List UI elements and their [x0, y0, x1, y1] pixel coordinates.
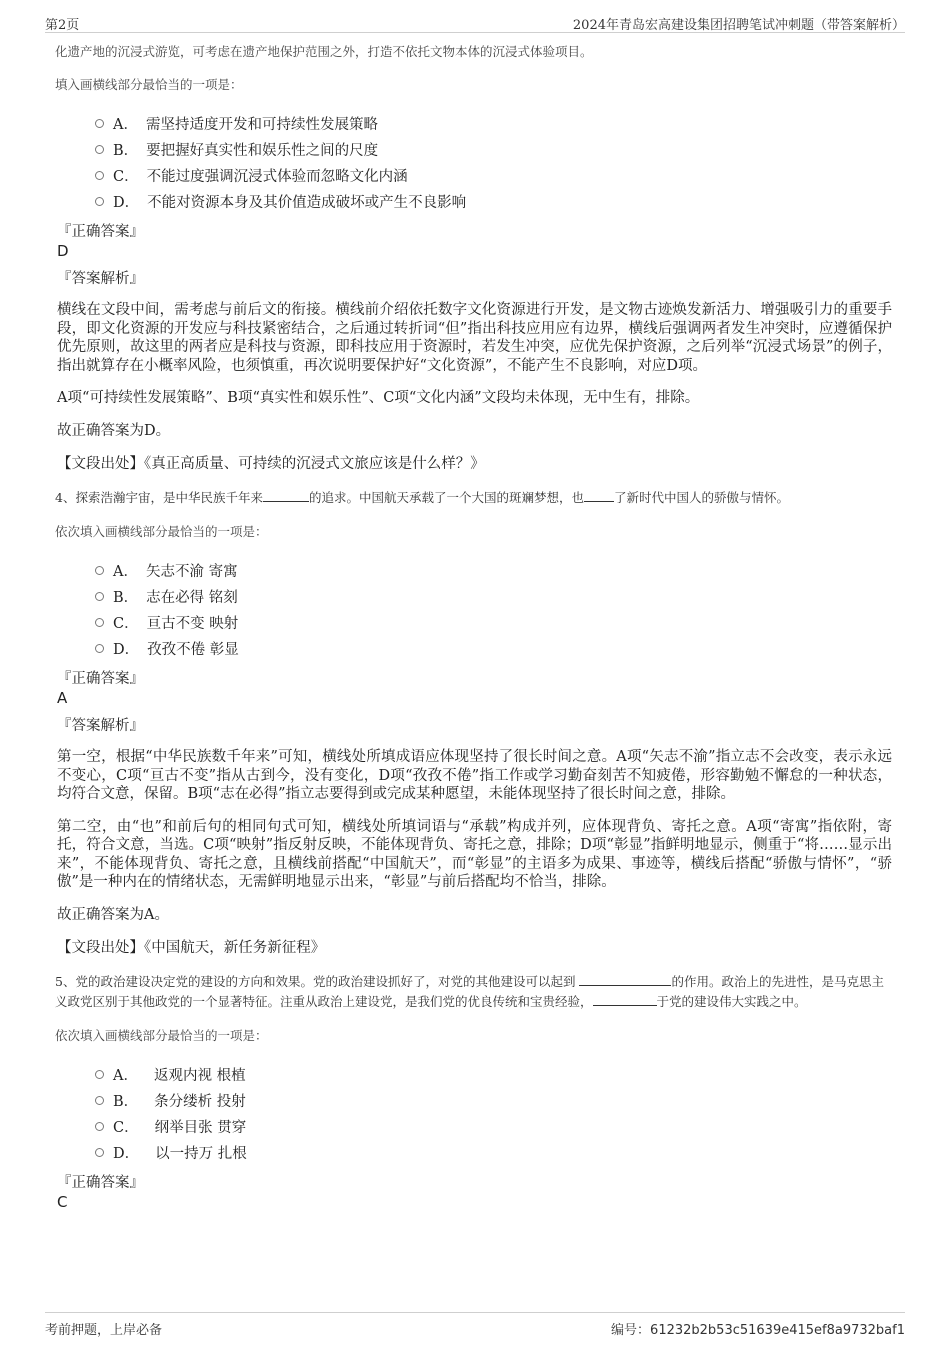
- radio-icon[interactable]: [95, 171, 104, 180]
- document-title: 2024年青岛宏高建设集团招聘笔试冲刺题（带答案解析）: [572, 18, 905, 33]
- q4-option-a[interactable]: A． 矢志不渝 寄寓: [95, 557, 892, 583]
- q4-analysis-label: 『答案解析』: [57, 718, 144, 734]
- q3-answer-label: 『正确答案』: [57, 224, 144, 240]
- q4-options: [95, 557, 892, 661]
- q3-prompt: 填入画横线部分最恰当的一项是：: [55, 77, 243, 92]
- q4-answer-label: 『正确答案』: [57, 671, 144, 687]
- fill-blank: [593, 992, 657, 1006]
- radio-icon[interactable]: [95, 119, 104, 128]
- q5-prompt: 依次填入画横线部分最恰当的一项是：: [55, 1028, 268, 1043]
- q3-options: [95, 110, 892, 214]
- q3-option-b[interactable]: B． 要把握好真实性和娱乐性之间的尺度: [95, 136, 892, 162]
- q5-stem: 5、党的政治建设决定党的建设的方向和效果。党的政治建设抓好了，对党的其他建设可以起到 的作用。政治上的先进性，是马克思主义政党区别于其他政党的一个显著特征。注重从政治上建设党，是我们党的优良传统和宝贵经验， 于党的建设伟大实践之中。: [55, 974, 884, 1009]
- q4-option-c[interactable]: C． 亘古不变 映射: [95, 609, 892, 635]
- page-header: [45, 10, 905, 33]
- q3-source: 【文段出处】《真正高质量、可持续的沉浸式文旅应该是什么样？》: [57, 456, 485, 472]
- radio-icon[interactable]: [95, 1148, 104, 1157]
- radio-icon[interactable]: [95, 1096, 104, 1105]
- q5-option-b[interactable]: B． 条分缕析 投射: [95, 1087, 892, 1113]
- radio-icon[interactable]: [95, 592, 104, 601]
- q5-option-d[interactable]: D． 以一持万 扎根: [95, 1139, 892, 1165]
- q4-analysis-paragraph: 第一空，根据“中华民族数千年来”可知，横线处所填成语应体现坚持了很长时间之意。A项“矢志不渝”指立志不会改变，表示永远不变心，C项“亘古不变”指从古到今，没有变化，D项“孜孜不倦”指工作或学习勤奋刻苦不知疲倦，形容勤勉不懈怠的一种状态，均符合文意，保留。B项“志在必得”指立志要得到或完成某种愿望，未能体现坚持了很长时间之意，排除。: [57, 749, 892, 802]
- q4-prompt: 依次填入画横线部分最恰当的一项是：: [55, 524, 268, 539]
- document-id: 编号：61232b2b53c51639e415ef8a9732baf1: [611, 1323, 905, 1338]
- page-footer: [45, 1312, 905, 1337]
- radio-icon[interactable]: [95, 1122, 104, 1131]
- q3-analysis-paragraph: 故正确答案为D。: [57, 422, 171, 439]
- q5-answer: C: [57, 1193, 68, 1211]
- radio-icon[interactable]: [95, 644, 104, 653]
- radio-icon[interactable]: [95, 145, 104, 154]
- q3-answer: D: [57, 242, 69, 260]
- q5-option-c[interactable]: C． 纲举目张 贯穿: [95, 1113, 892, 1139]
- fill-blank: [579, 972, 671, 986]
- q5-options: [95, 1061, 892, 1165]
- q3-option-c[interactable]: C． 不能过度强调沉浸式体验而忽略文化内涵: [95, 162, 892, 188]
- q3-analysis-paragraph: 横线在文段中间，需考虑与前后文的衔接。横线前介绍依托数字文化资源进行开发，是文物古迹焕发新活力、增强吸引力的重要手段，即文化资源的开发应与科技紧密结合，之后通过转折词“但”指出科技应用应有边界，横线后强调两者发生冲突时，应遵循保护优先原则，故这里的两者应是科技与资源，即科技应用于资源时，若发生冲突，应优先保护资源，之后列举“沉浸式场景”的例子，指出就算存在小概率风险，也须慎重，再次说明要保护好“文化资源”，不能产生不良影响，对应D项。: [57, 302, 892, 374]
- q3-option-a[interactable]: A． 需坚持适度开发和可持续性发展策略: [95, 110, 892, 136]
- page-number: 第2页: [45, 18, 80, 33]
- q3-analysis-paragraph: A项“可持续性发展策略”、B项“真实性和娱乐性”、C项“文化内涵”文段均未体现，无中生有，排除。: [57, 390, 700, 406]
- radio-icon[interactable]: [95, 1070, 104, 1079]
- q4-analysis-paragraph: 故正确答案为A。: [57, 906, 169, 923]
- radio-icon[interactable]: [95, 566, 104, 575]
- q4-option-d[interactable]: D． 孜孜不倦 彰显: [95, 635, 892, 661]
- q4-stem: 4、探索浩瀚宇宙，是中华民族千年来 的追求。中国航天承载了一个大国的斑斓梦想，也 了新时代中国人的骄傲与情怀。: [55, 490, 789, 505]
- q5-option-a[interactable]: A． 返观内视 根植: [95, 1061, 892, 1087]
- q4-analysis-paragraph: 第二空，由“也”和前后句的相同句式可知，横线处所填词语与“承载”构成并列，应体现背负、寄托之意。A项“寄寓”指依附，寄托，符合文意，当选。C项“映射”指反射反映，不能体现背负、寄托之意，排除；D项“彰显”指鲜明地显示，侧重于“将……显示出来”，不能体现背负、寄托之意，且横线前搭配“中国航天”，而“彰显”的主语多为成果、事迹等，横线后搭配“骄傲与情怀”，“骄傲”是一种内在的情绪状态，无需鲜明地显示出来，“彰显”与前后搭配均不恰当，排除。: [57, 818, 892, 890]
- radio-icon[interactable]: [95, 197, 104, 206]
- q5-answer-label: 『正确答案』: [57, 1175, 144, 1191]
- q4-answer: A: [57, 689, 68, 707]
- fill-blank: [584, 488, 614, 502]
- fill-blank: [263, 488, 309, 502]
- footer-slogan: 考前押题，上岸必备: [45, 1323, 163, 1338]
- q4-option-b[interactable]: B． 志在必得 铭刻: [95, 583, 892, 609]
- q4-source: 【文段出处】《中国航天，新任务新征程》: [57, 940, 326, 956]
- q3-stem-tail: 化遗产地的沉浸式游览，可考虑在遗产地保护范围之外，打造不依托文物本体的沉浸式体验项目。: [55, 44, 593, 59]
- q3-analysis-label: 『答案解析』: [57, 271, 144, 287]
- q3-option-d[interactable]: D． 不能对资源本身及其价值造成破坏或产生不良影响: [95, 188, 892, 214]
- radio-icon[interactable]: [95, 618, 104, 627]
- document-body: [55, 42, 892, 1212]
